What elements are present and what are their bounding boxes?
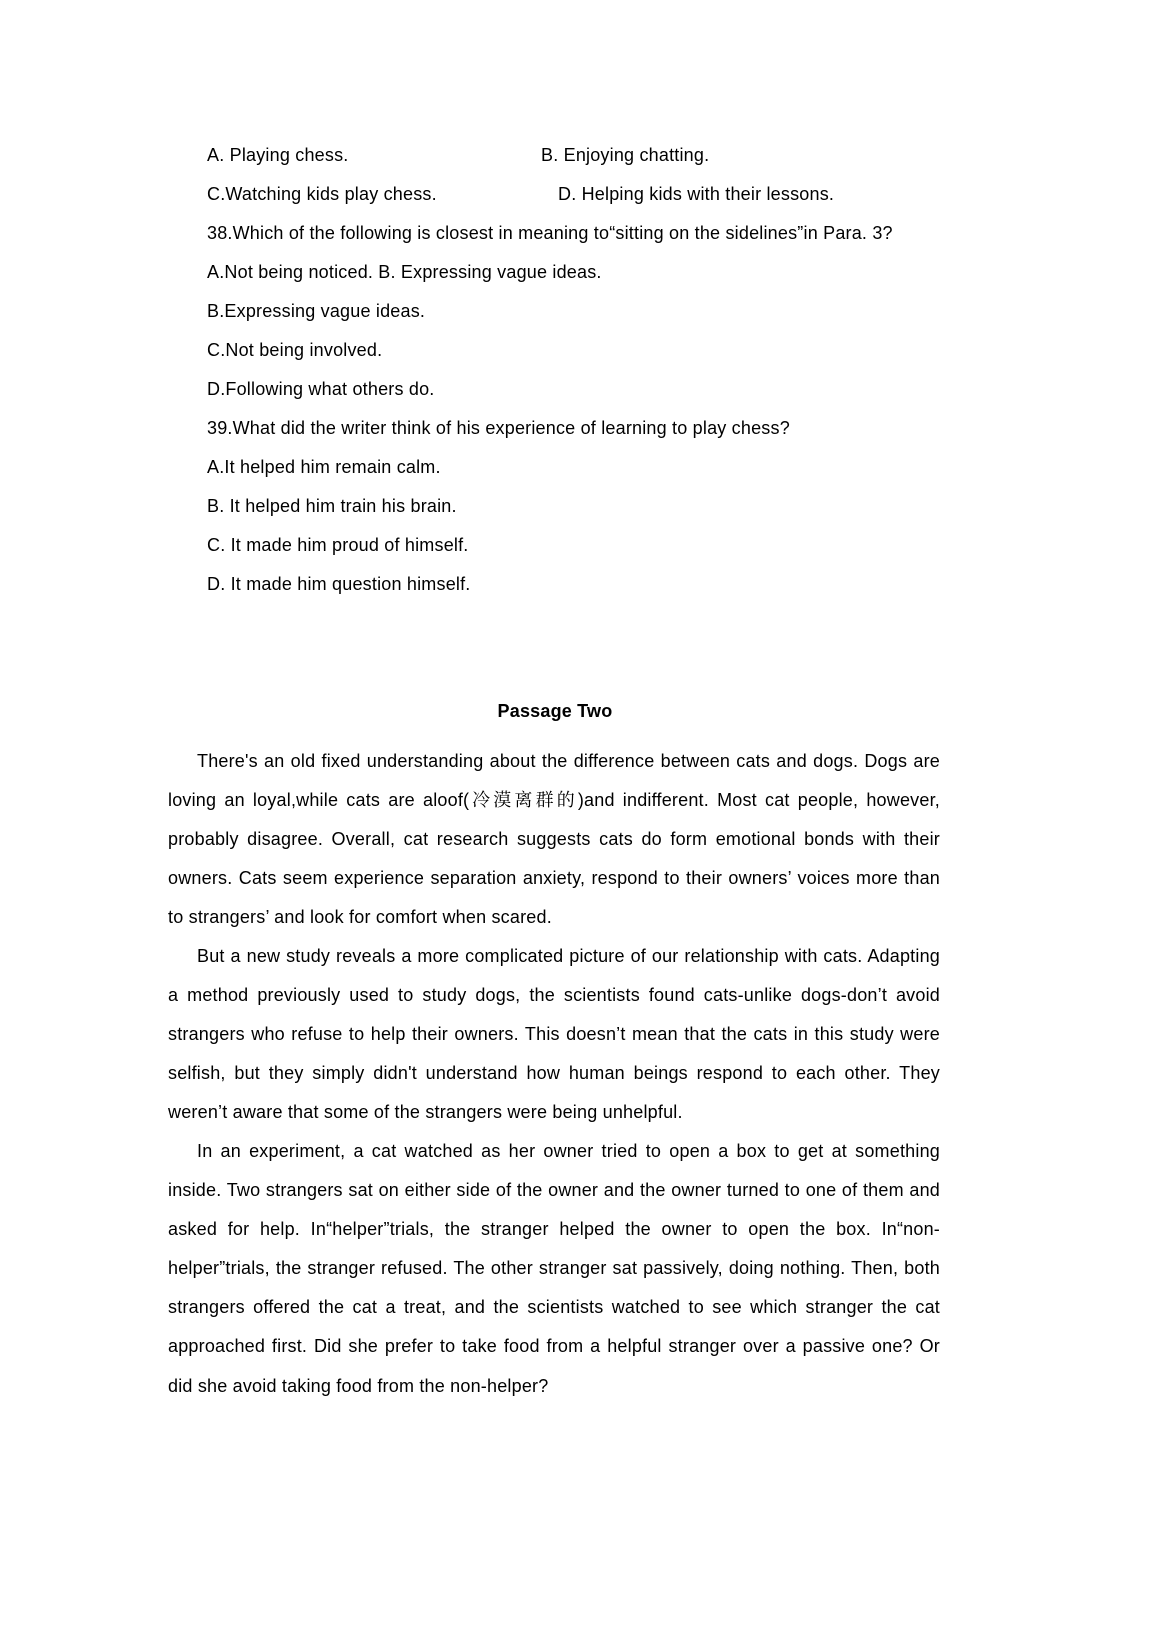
q38-option-c: C.Not being involved. [207,340,383,360]
passage-paragraph-2: But a new study reveals a more complicated picture of our relationship with cats. Adapting a method previously used to study dogs, the scientists found cats-unlike dogs-don’t avoid strangers who refuse to help their owners. This doesn’t mean that the cats in this study were selfish, but they simply didn't understand how human beings respond to each other. They weren’t aware that some of the strangers were being unhelpful. [168,946,940,1123]
q38-option-b: B.Expressing vague ideas. [207,301,426,321]
q39-option-a: A.It helped him remain calm. [207,457,441,477]
passage-paragraph-3: In an experiment, a cat watched as her owner tried to open a box to get at something inside. Two strangers sat on either side of the owner and the owner turned to one of them and asked for help. In“helper”trials, the stranger helped the owner to open the box. In“non-helper”trials, the stranger refused. The other stranger sat passively, doing nothing. Then, both strangers offered the cat a treat, and the scientists watched to see which stranger the cat approached first. Did she prefer to take food from a helpful stranger over a passive one? Or did she avoid taking food from the non-helper? [168,1141,940,1396]
q37-options-row-1 [207,143,967,167]
q39-option-c: C. It made him proud of himself. [207,535,469,555]
passage-paragraph-1: There's an old fixed understanding about the difference between cats and dogs. Dogs are loving an loyal,while cats are aloof(冷漠离群的)and indifferent. Most cat people, however, probably disagree. Overall, cat research suggests cats do form emotional bonds with their owners. Cats seem experience separation anxiety, respond to their owners’ voices more than to strangers’ and look for comfort when scared. [168,751,940,928]
q38-option-a: A.Not being noticed. B. Expressing vague ideas. [207,262,602,282]
q37-option-c: C.Watching kids play chess. [207,184,437,204]
q37-option-d: D. Helping kids with their lessons. [558,184,835,204]
q38-option-d: D.Following what others do. [207,379,435,399]
q39-option-d: D. It made him question himself. [207,574,471,594]
q37-option-b: B. Enjoying chatting. [541,145,710,165]
q37-option-a: A. Playing chess. [207,145,349,165]
q39-stem: 39.What did the writer think of his experience of learning to play chess? [207,418,790,438]
q37-options-row-2 [207,182,967,206]
passage-title: Passage Two [497,701,613,721]
q38-stem: 38.Which of the following is closest in meaning to“sitting on the sidelines”in Para. 3? [207,223,893,243]
q39-option-b: B. It helped him train his brain. [207,496,457,516]
